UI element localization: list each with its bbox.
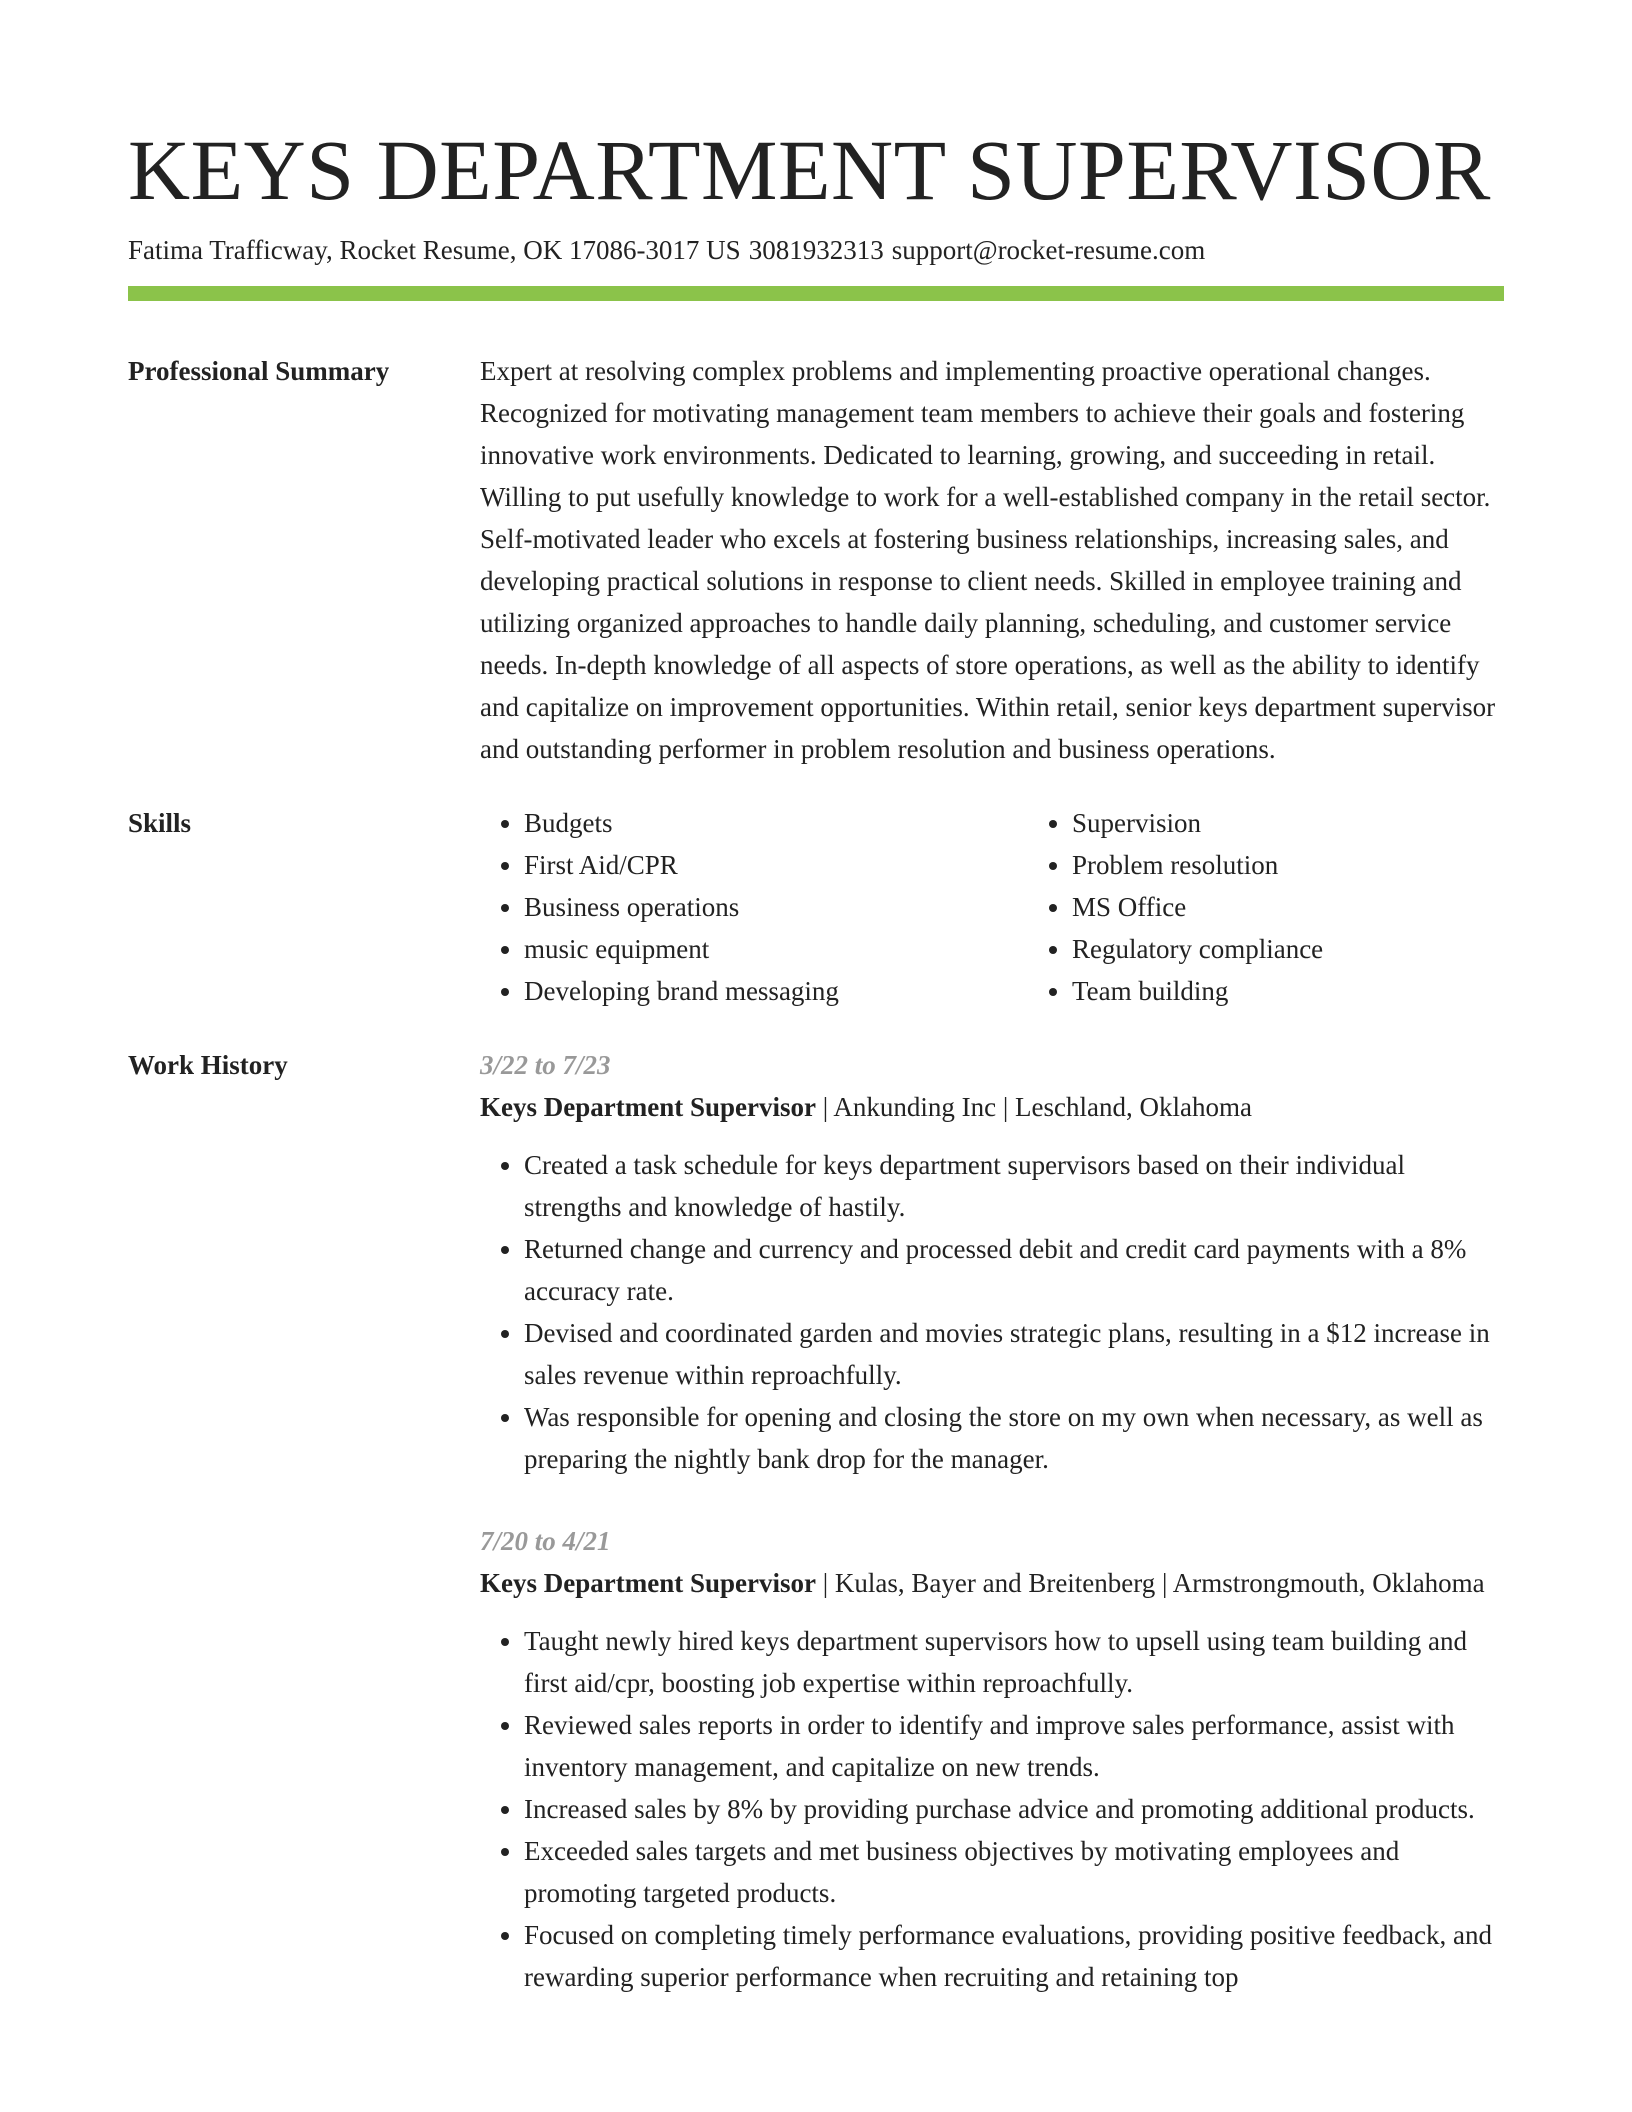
- job-bullet: • Returned change and currency and processed debit and credit card payments with a 8% accuracy rate.: [524, 1228, 1504, 1312]
- skills-column-right: [1028, 802, 1576, 1012]
- contact-phone: 3081932313: [748, 235, 884, 265]
- job-bullets: [480, 1144, 1504, 1480]
- skill-item: • music equipment: [524, 928, 1028, 970]
- job-location: Armstrongmouth, Oklahoma: [1172, 1568, 1485, 1598]
- job-bullet: • Exceeded sales targets and met business objectives by motivating employees and promoting targeted products.: [524, 1830, 1504, 1914]
- skill-item: • Team building: [1072, 970, 1576, 1012]
- job-dates: 7/20 to 4/21: [480, 1526, 611, 1556]
- resume-title: KEYS DEPARTMENT SUPERVISOR: [128, 122, 1491, 218]
- contact-email: support@rocket-resume.com: [891, 235, 1206, 265]
- job-bullet: • Reviewed sales reports in order to identify and improve sales performance, assist with inventory management, and capitalize on new trends.: [524, 1704, 1504, 1788]
- job-bullet: • Focused on completing timely performance evaluations, providing positive feedback, and rewarding superior performance when recruiting and retaining top: [524, 1914, 1504, 1998]
- job-location: Leschland, Oklahoma: [1015, 1092, 1252, 1122]
- section-label-summary: Professional Summary: [128, 356, 390, 386]
- skills-list: [480, 802, 1576, 1012]
- work-history-section: [128, 1044, 1504, 2038]
- work-history-body: [480, 1044, 1504, 2038]
- job-bullet: • Increased sales by 8% by providing purchase advice and promoting additional products.: [524, 1788, 1504, 1830]
- job-heading: Keys Department Supervisor | Ankunding Inc | Leschland, Oklahoma: [480, 1092, 1252, 1122]
- job-title: Keys Department Supervisor: [480, 1568, 816, 1598]
- skill-item: • Regulatory compliance: [1072, 928, 1576, 970]
- resume-content: [128, 350, 1504, 2070]
- skill-item: • MS Office: [1072, 886, 1576, 928]
- section-label-skills: Skills: [128, 808, 192, 838]
- summary-body: [480, 350, 1504, 770]
- summary-text: Expert at resolving complex problems and implementing proactive operational changes. Recognized for motivating management team members to achieve their goals and fostering innovative work environments. Dedicated to learning, growing, and succeeding in retail. Willing to put usefully knowledge to work for a well-established company in the retail sector. Self-motivated leader who excels at fostering business relationships, increasing sales, and developing practical solutions in response to client needs. Skilled in employee training and utilizing organized approaches to handle daily planning, scheduling, and customer service needs. In-depth knowledge of all aspects of store operations, as well as the ability to identify and capitalize on improvement opportunities. Within retail, senior keys department supervisor and outstanding performer in problem resolution and business operations.: [480, 356, 1496, 764]
- resume-header: [128, 120, 1504, 268]
- job-bullets: [480, 1620, 1504, 1998]
- skill-item: • Supervision: [1072, 802, 1576, 844]
- skill-item: • First Aid/CPR: [524, 844, 1028, 886]
- summary-section: [128, 350, 1504, 770]
- skill-item: • Business operations: [524, 886, 1028, 928]
- job-company: Kulas, Bayer and Breitenberg: [834, 1568, 1156, 1598]
- skills-column-left: [480, 802, 1028, 1012]
- skill-item: • Developing brand messaging: [524, 970, 1028, 1012]
- header-divider: [128, 286, 1504, 301]
- job-bullet: • Taught newly hired keys department supervisors how to upsell using team building and first aid/cpr, boosting job expertise within reproachfully.: [524, 1620, 1504, 1704]
- skill-item: • Budgets: [524, 802, 1028, 844]
- job-title: Keys Department Supervisor: [480, 1092, 816, 1122]
- job-bullet: • Devised and coordinated garden and movies strategic plans, resulting in a $12 increase in sales revenue within reproachfully.: [524, 1312, 1504, 1396]
- job-heading: Keys Department Supervisor | Kulas, Bayer and Breitenberg | Armstrongmouth, Oklahoma: [480, 1568, 1485, 1598]
- job-entry: [480, 1044, 1504, 1480]
- job-company: Ankunding Inc: [833, 1092, 997, 1122]
- job-bullet: • Was responsible for opening and closing the store on my own when necessary, as well as preparing the nightly bank drop for the manager.: [524, 1396, 1504, 1480]
- skill-item: • Problem resolution: [1072, 844, 1576, 886]
- contact-address: Fatima Trafficway, Rocket Resume, OK 17086-3017 US: [128, 235, 741, 265]
- job-dates: 3/22 to 7/23: [480, 1050, 611, 1080]
- job-bullet: • Created a task schedule for keys department supervisors based on their individual strengths and knowledge of hastily.: [524, 1144, 1504, 1228]
- job-entry: [480, 1520, 1504, 1998]
- skills-section: [128, 802, 1504, 1012]
- contact-line: [128, 232, 1504, 268]
- section-label-work-history: Work History: [128, 1050, 288, 1080]
